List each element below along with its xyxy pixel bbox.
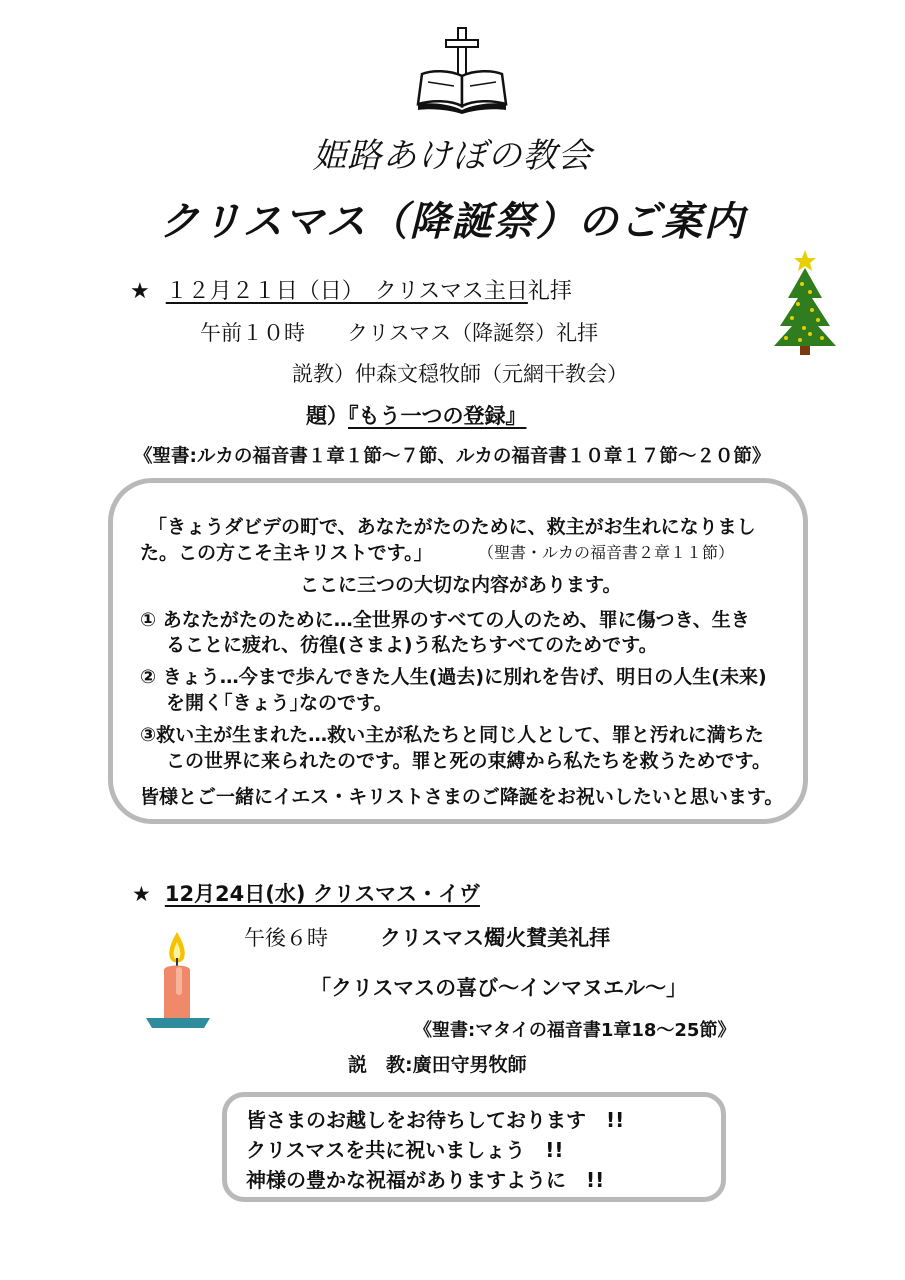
quote-line-2: た。この方こそ主キリストです。」 <box>140 542 433 564</box>
service1-date: ★ １２月２１日（日） クリスマス主日礼拝 <box>130 279 572 304</box>
point-2-line-1: ② きょう…今まで歩んできた人生(過去)に別れを告げ、明日の人生(未来) <box>140 666 767 688</box>
service1-theme: 題）『もう一つの登録』 <box>306 404 527 428</box>
service2-name: クリスマス燭火賛美礼拝 <box>380 926 611 950</box>
service1-scripture: 《聖書:ルカの福音書１章１節～７節、ルカの福音書１０章１７節～２０節》 <box>134 446 771 467</box>
box-closing: 皆様とご一緒にイエス・キリストさまのご降誕をお祝いしたいと思います。 <box>140 786 784 808</box>
service2-preacher: 説 教:廣田守男牧師 <box>348 1054 527 1076</box>
box-intro: ここに三つの大切な内容があります。 <box>300 574 622 596</box>
point-2-line-2: を開く｢きょう｣なのです。 <box>166 692 393 714</box>
service2-scripture: 《聖書:マタイの福音書1章18～25節》 <box>414 1020 736 1041</box>
church-name: 姫路あけぼの教会 <box>312 136 593 176</box>
point-3-line-1: ③救い主が生まれた…救い主が私たちと同じ人として、罪と汚れに満ちた <box>140 724 764 746</box>
candle-icon <box>140 930 216 1034</box>
service1-time: 午前１０時 クリスマス（降誕祭）礼拝 <box>200 321 599 345</box>
christmas-tree-icon <box>772 248 838 356</box>
closing-line-1: 皆さまのお越しをお待ちしております !! <box>246 1108 625 1132</box>
closing-line-2: クリスマスを共に祝いましょう !! <box>246 1138 564 1162</box>
point-1-line-2: ることに疲れ、彷徨(さまよ)う私たちすべてのためです。 <box>166 634 658 656</box>
quote-reference: （聖書・ルカの福音書２章１１節） <box>478 543 735 562</box>
page-title: クリスマス（降誕祭）のご案内 <box>159 199 746 245</box>
star-icon: ★ <box>130 279 150 304</box>
quote-line-1: 「きょうダビデの町で、あなたがたのために、救主がお生れになりまし <box>148 516 756 538</box>
service2-theme: 「クリスマスの喜び～インマヌエル～」 <box>310 976 688 1000</box>
point-1-line-1: ① あなたがたのために…全世界のすべての人のため、罪に傷つき、生き <box>140 609 750 631</box>
bible-cross-icon <box>414 26 510 114</box>
star-icon: ★ <box>132 882 151 906</box>
service2-time: 午後６時 <box>244 926 328 950</box>
closing-line-3: 神様の豊かな祝福がありますように !! <box>246 1168 605 1192</box>
point-3-line-2: この世界に来られたのです。罪と死の束縛から私たちを救うためです。 <box>166 750 771 772</box>
service2-date: ★ 12月24日(水) クリスマス・イヴ <box>132 882 480 906</box>
service1-preacher: 説教）仲森文穏牧師（元網干教会） <box>292 362 628 386</box>
